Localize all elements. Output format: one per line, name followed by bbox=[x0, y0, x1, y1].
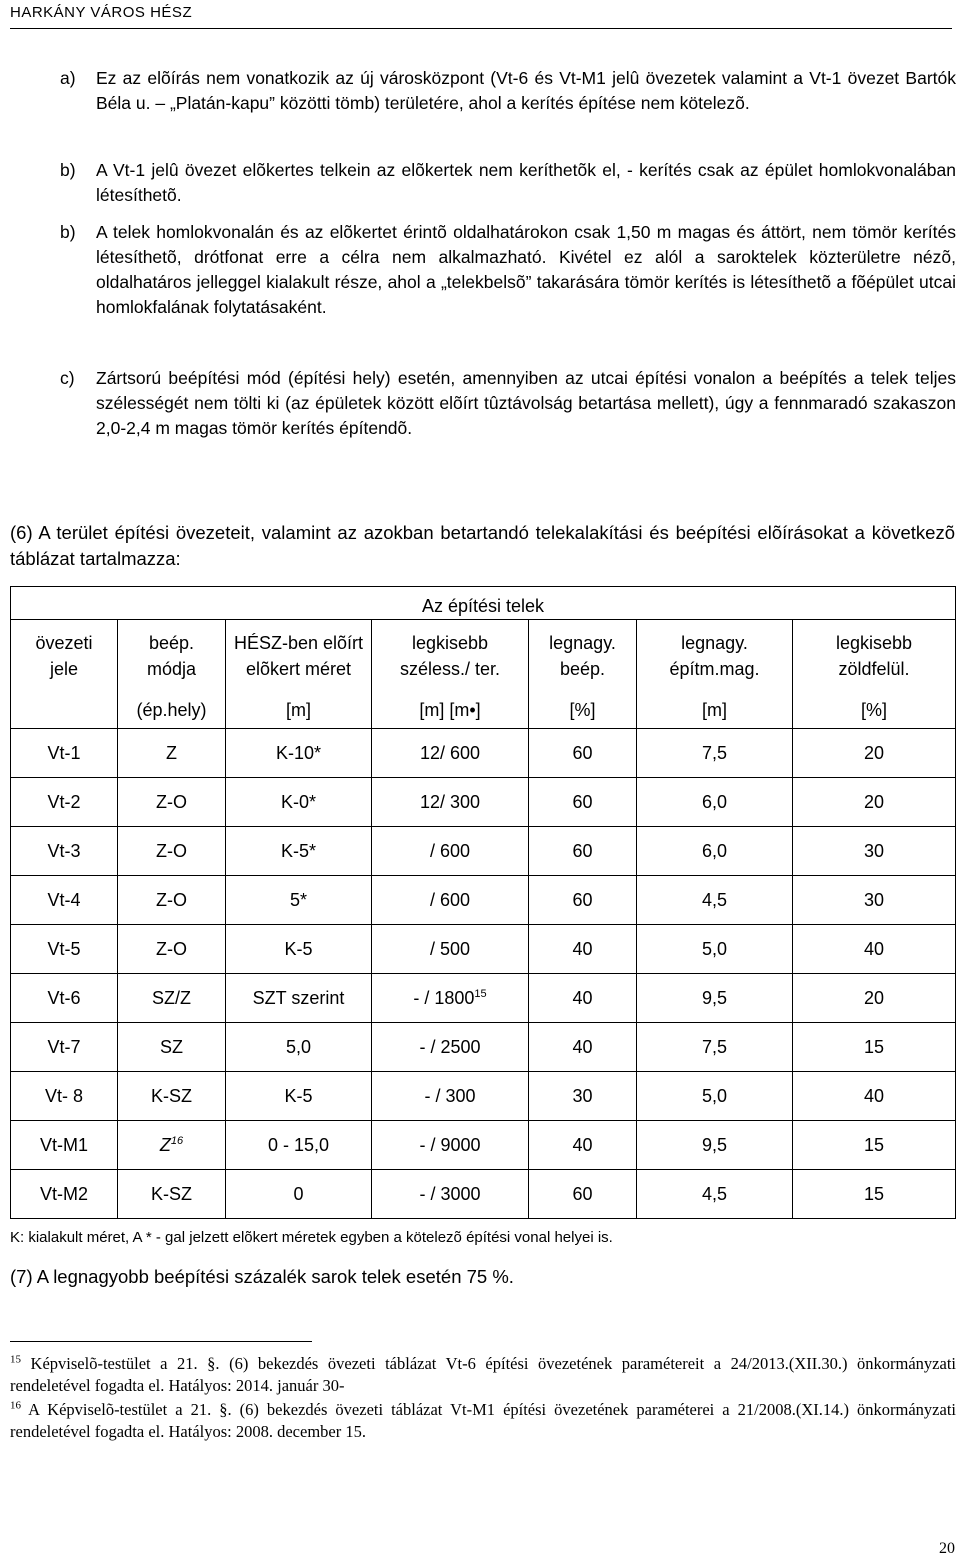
zoning-table bbox=[10, 586, 956, 1219]
footnote-ref: 16 bbox=[170, 1134, 184, 1147]
cell-front: 0 - 15,0 bbox=[226, 1121, 372, 1170]
cell-front: K-5* bbox=[226, 827, 372, 876]
cell-front: 0 bbox=[226, 1170, 372, 1219]
cell-mode: K-SZ bbox=[118, 1072, 226, 1121]
cell-zone: Vt-M2 bbox=[11, 1170, 118, 1219]
cell-height: 6,0 bbox=[637, 778, 793, 827]
item-text: A telek homlokvonalán és az elõkertet érintõ oldalhatárokon csak 1,50 m magas és áttört, nem tömör kerítés létesíthetõ, drótfonat erre a célra nem alkalmazható. Kivétel ez alól a saroktelek közterületre nézõ, oldalhatáros jelleggel kialakult része, ahol a „telekbelsõ” takarására tömör kerítés is létesíthetõ a fõépület utcai homlokfalának folytatásaként. bbox=[96, 222, 956, 317]
cell-mode: Z-O bbox=[118, 876, 226, 925]
cell-mode: Z-O bbox=[118, 827, 226, 876]
cell-height: 4,5 bbox=[637, 876, 793, 925]
cell-zone: Vt-2 bbox=[11, 778, 118, 827]
cell-mode: K-SZ bbox=[118, 1170, 226, 1219]
cell-height: 4,5 bbox=[637, 1170, 793, 1219]
cell-built: 40 bbox=[529, 1121, 637, 1170]
cell-green: 20 bbox=[793, 778, 956, 827]
item-label: b) bbox=[60, 222, 76, 242]
cell-height: 5,0 bbox=[637, 925, 793, 974]
cell-built: 40 bbox=[529, 925, 637, 974]
cell-mode: SZ/Z bbox=[118, 974, 226, 1023]
cell-mode: $Z^{16}$ bbox=[118, 1121, 226, 1170]
cell-built: 60 bbox=[529, 778, 637, 827]
table-row bbox=[11, 974, 956, 1023]
page-number: 20 bbox=[939, 1540, 955, 1557]
cell-front: SZT szerint bbox=[226, 974, 372, 1023]
cell-front: K-5 bbox=[226, 1072, 372, 1121]
cell-green: 40 bbox=[793, 1072, 956, 1121]
cell-built: 60 bbox=[529, 876, 637, 925]
cell-built: 40 bbox=[529, 1023, 637, 1072]
cell-zone: Vt-6 bbox=[11, 974, 118, 1023]
cell-zone: Vt-7 bbox=[11, 1023, 118, 1072]
cell-mode: Z bbox=[118, 729, 226, 778]
footnote-number: 15 bbox=[10, 1353, 21, 1366]
column-header: legnagy. beép. [%] bbox=[529, 620, 637, 729]
column-header: legkisebb zöldfelül. [%] bbox=[793, 620, 956, 729]
footnote-text: A Képviselõ-testület a 21. §. (6) bekezdés övezeti táblázat Vt-M1 építési övezetének paraméterei a 21/2008.(XI.14.) önkormányzati rendeletével fogadta el. Hatályos: 2008. december 15. bbox=[10, 1400, 956, 1441]
table-row bbox=[11, 827, 956, 876]
cell-height: 7,5 bbox=[637, 1023, 793, 1072]
footnote-text: Képviselõ-testület a 21. §. (6) bekezdés övezeti táblázat Vt-6 építési övezetének paramétereit a 24/2013.(XII.30.) önkormányzati rendeletével fogadta el. Hatályos: 2014. január 30- bbox=[10, 1354, 956, 1395]
cell-built: 40 bbox=[529, 974, 637, 1023]
table-note: K: kialakult méret, A * - gal jelzett elõkert méretek egyben a kötelezõ építési vonal helyei is. bbox=[10, 1229, 613, 1246]
cell-green: 40 bbox=[793, 925, 956, 974]
cell-mode: SZ bbox=[118, 1023, 226, 1072]
running-header: HARKÁNY VÁROS HÉSZ bbox=[10, 0, 952, 29]
cell-front: K-10* bbox=[226, 729, 372, 778]
footnote bbox=[10, 1353, 956, 1397]
cell-min: 12/ 600 bbox=[372, 729, 529, 778]
cell-built: 30 bbox=[529, 1072, 637, 1121]
item-text: Ez az elõírás nem vonatkozik az új városközpont (Vt-6 és Vt-M1 jelû övezetek valamint a Vt-1 övezet Bartók Béla u. – „Platán-kapu” közötti tömb) területére, ahol a kerítés építése nem kötelezõ. bbox=[96, 68, 956, 113]
cell-green: 20 bbox=[793, 974, 956, 1023]
cell-green: 15 bbox=[793, 1170, 956, 1219]
table-row bbox=[11, 925, 956, 974]
table-caption: Az építési telek bbox=[11, 587, 956, 620]
column-header: övezeti jele bbox=[11, 620, 118, 729]
cell-height: 5,0 bbox=[637, 1072, 793, 1121]
footnote-ref: 15 bbox=[474, 987, 487, 1000]
cell-green: 20 bbox=[793, 729, 956, 778]
column-header: legkisebb széless./ ter. [m] [m•] bbox=[372, 620, 529, 729]
cell-height: 6,0 bbox=[637, 827, 793, 876]
cell-min: - / 2500 bbox=[372, 1023, 529, 1072]
cell-zone: Vt- 8 bbox=[11, 1072, 118, 1121]
column-header: HÉSZ-ben elõírt elõkert méret [m] bbox=[226, 620, 372, 729]
cell-zone: Vt-5 bbox=[11, 925, 118, 974]
cell-front: K-0* bbox=[226, 778, 372, 827]
cell-min: 12/ 300 bbox=[372, 778, 529, 827]
table-row bbox=[11, 778, 956, 827]
footnote bbox=[10, 1399, 956, 1443]
cell-zone: Vt-4 bbox=[11, 876, 118, 925]
column-header: legnagy. építm.mag. [m] bbox=[637, 620, 793, 729]
cell-zone: Vt-3 bbox=[11, 827, 118, 876]
cell-height: 9,5 bbox=[637, 974, 793, 1023]
cell-mode: Z-O bbox=[118, 778, 226, 827]
cell-front: K-5 bbox=[226, 925, 372, 974]
cell-zone: Vt-M1 bbox=[11, 1121, 118, 1170]
cell-front: 5,0 bbox=[226, 1023, 372, 1072]
cell-min: - / 300 bbox=[372, 1072, 529, 1121]
cell-green: 15 bbox=[793, 1023, 956, 1072]
item-text: Zártsorú beépítési mód (építési hely) esetén, amennyiben az utcai építési vonalon a beépítés a telek teljes szélességét nem tölti ki (az épületek között elõírt tûztávolság betartása mellett), úgy a fennmaradó szakaszon 2,0-2,4 m magas tömör kerítés építendõ. bbox=[96, 368, 956, 438]
cell-green: 15 bbox=[793, 1121, 956, 1170]
table-row bbox=[11, 876, 956, 925]
cell-min: - / 3000 bbox=[372, 1170, 529, 1219]
cell-zone: Vt-1 bbox=[11, 729, 118, 778]
table-row bbox=[11, 1170, 956, 1219]
footnote-separator bbox=[10, 1341, 312, 1342]
item-label: a) bbox=[60, 68, 76, 88]
cell-height: 7,5 bbox=[637, 729, 793, 778]
table-row bbox=[11, 1121, 956, 1170]
cell-built: 60 bbox=[529, 729, 637, 778]
table-row bbox=[11, 1023, 956, 1072]
cell-green: 30 bbox=[793, 827, 956, 876]
cell-min: / 600 bbox=[372, 827, 529, 876]
table-row bbox=[11, 1072, 956, 1121]
cell-min: - / 1800$^{15}$ bbox=[372, 974, 529, 1023]
cell-green: 30 bbox=[793, 876, 956, 925]
cell-min: - / 9000 bbox=[372, 1121, 529, 1170]
item-label: b) bbox=[60, 160, 76, 180]
footnote-number: 16 bbox=[10, 1399, 21, 1412]
paragraph-7: (7) A legnagyobb beépítési százalék sarok telek esetén 75 %. bbox=[10, 1266, 514, 1287]
cell-built: 60 bbox=[529, 1170, 637, 1219]
table-row bbox=[11, 729, 956, 778]
cell-min: / 500 bbox=[372, 925, 529, 974]
item-label: c) bbox=[60, 368, 75, 388]
cell-mode: Z-O bbox=[118, 925, 226, 974]
cell-built: 60 bbox=[529, 827, 637, 876]
cell-front: 5* bbox=[226, 876, 372, 925]
item-text: A Vt-1 jelû övezet elõkertes telkein az elõkertek nem keríthetõk el, - kerítés csak az épület homlokvonalában létesíthetõ. bbox=[96, 160, 956, 205]
column-header: beép. módja (ép.hely) bbox=[118, 620, 226, 729]
cell-min: / 600 bbox=[372, 876, 529, 925]
cell-height: 9,5 bbox=[637, 1121, 793, 1170]
paragraph-6: (6) A terület építési övezeteit, valamint az azokban betartandó telekalakítási és beépítési elõírásokat a következõ táblázat tartalmazza: bbox=[10, 522, 955, 569]
